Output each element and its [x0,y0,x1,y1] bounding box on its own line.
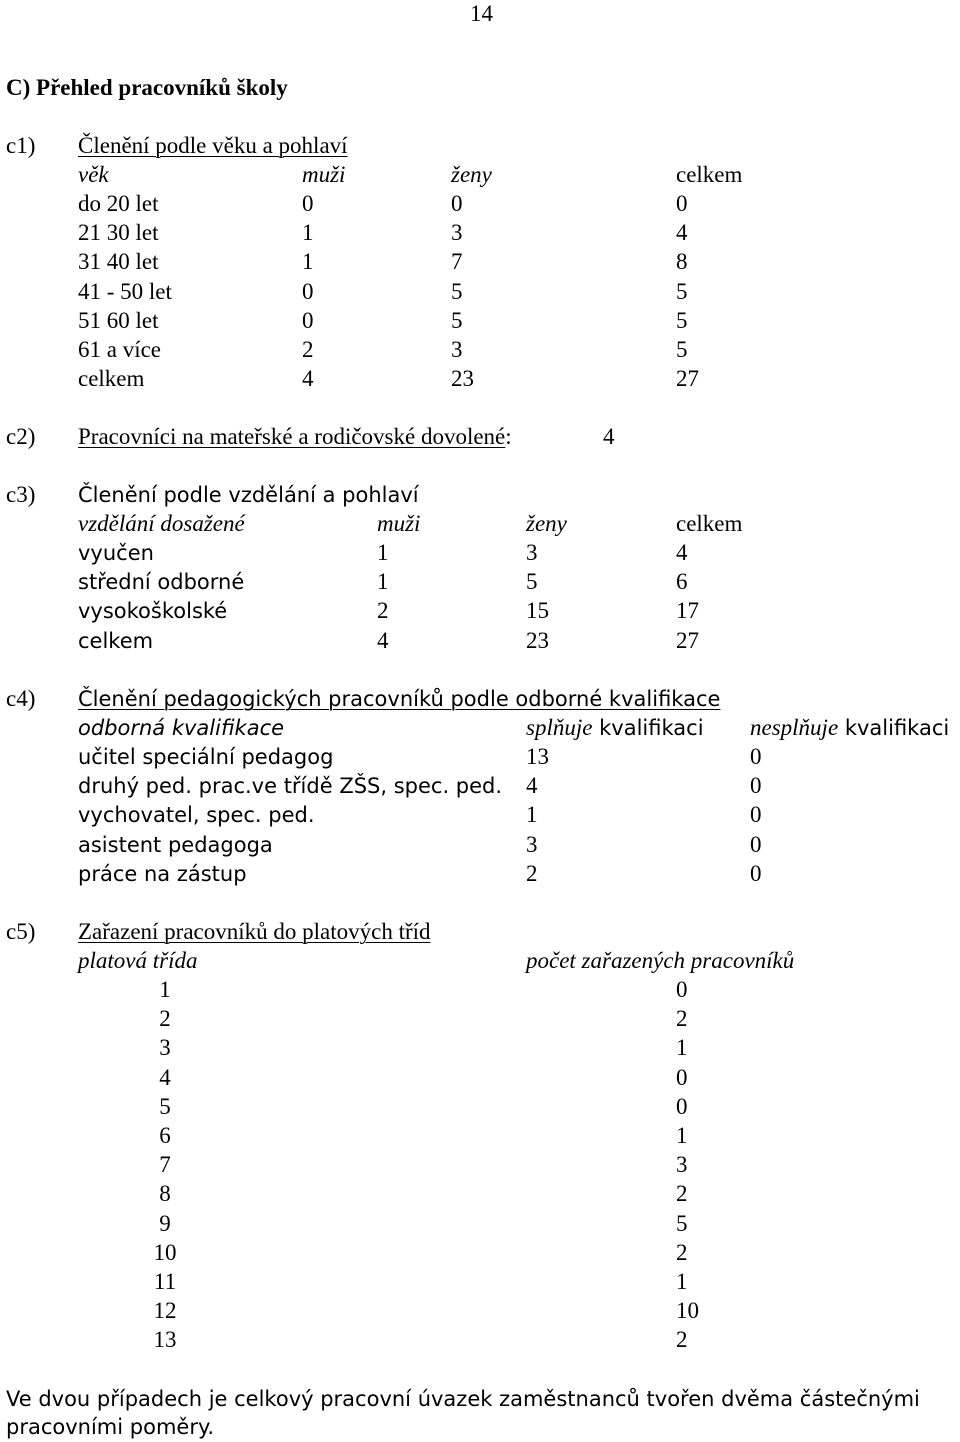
table-cell: 1 [302,249,314,275]
table-cell: 0 [302,191,314,216]
row-label: 61 a více [78,337,162,362]
section-label: c4) [6,686,36,711]
table-cell: 0 [302,307,314,333]
table-cell: 1 [526,802,538,828]
row-label: vychovatel, spec. ped. [78,803,315,828]
column-header: celkem [676,162,743,187]
row-label: celkem [78,628,154,653]
row-label: střední odborné [78,570,245,595]
salary-class: 8 [159,1181,171,1207]
section-title: Členění podle věku a pohlaví [78,133,348,158]
table-cell: 3 [526,831,538,857]
table-cell: 7 [451,249,463,275]
table-cell: 6 [676,569,688,595]
colon: : [505,424,512,449]
header-emphasis: nesplňuje [750,715,839,740]
column-header: muži [302,162,346,187]
salary-class: 7 [159,1152,171,1178]
employee-count: 5 [676,1210,688,1236]
table-cell: 4 [676,540,688,565]
row-label: vysokoškolské [78,599,228,624]
footer-note-line-2: pracovními poměry. [6,1415,215,1439]
salary-class: 3 [159,1035,171,1061]
table-cell: 3 [451,220,463,246]
table-cell: 27 [676,627,699,653]
row-label: vyučen [78,541,154,565]
table-cell: 5 [676,337,688,362]
table-cell: 1 [377,569,389,595]
salary-class: 4 [159,1064,171,1090]
section-label: c2) [6,424,36,449]
column-header: odborná kvalifikace [78,716,285,740]
salary-class: 11 [153,1269,177,1294]
section-title-row [78,423,512,451]
row-label: asistent pedagoga [78,832,273,857]
table-cell: 0 [676,191,688,216]
table-cell: 17 [676,598,699,624]
section-title: Členění podle vzdělání a pohlaví [78,483,419,507]
row-label: 41 - 50 let [78,278,172,304]
salary-class: 12 [153,1298,177,1324]
table-cell: 0 [750,831,762,857]
table-cell: 0 [750,744,762,769]
salary-class: 10 [153,1239,177,1265]
employee-count: 1 [676,1269,688,1294]
table-cell: 4 [302,366,314,392]
table-cell: 5 [451,278,463,304]
table-cell: 5 [676,307,688,333]
table-cell: 4 [377,627,389,653]
row-label: do 20 let [78,191,159,216]
page-number: 14 [470,1,493,26]
salary-class: 6 [159,1123,171,1148]
employee-count: 1 [676,1123,688,1148]
section-heading: C) Přehled pracovníků školy [6,75,288,100]
table-cell: 0 [750,773,762,799]
table-cell: 3 [526,540,538,565]
table-cell: 0 [750,860,762,886]
column-header: platová třída [78,948,198,973]
header-rest: kvalifikaci [592,716,704,740]
section-label: c5) [6,919,36,944]
salary-class: 9 [159,1210,171,1236]
column-header: věk [78,162,109,187]
header-emphasis: splňuje [526,715,593,740]
column-header: celkem [676,511,743,536]
employee-count: 0 [676,1064,688,1090]
row-label: celkem [78,366,145,392]
table-cell: 15 [526,598,549,624]
employee-count: 2 [676,1239,688,1265]
table-cell: 8 [676,249,688,275]
table-cell: 4 [526,773,538,799]
employee-count: 0 [676,1093,688,1119]
table-cell: 5 [451,307,463,333]
column-header [750,714,949,742]
employee-count: 1 [676,1035,688,1061]
table-cell: 4 [676,220,688,246]
table-cell: 1 [302,220,314,246]
section-title: Členění pedagogických pracovníků podle odborné kvalifikace [78,687,721,711]
leave-count: 4 [603,424,615,449]
table-cell: 2 [526,860,538,886]
row-label: práce na zástup [78,861,247,886]
salary-class: 13 [153,1327,177,1353]
column-header: ženy [526,511,567,536]
column-header: muži [377,511,421,536]
salary-class: 1 [159,977,171,1002]
footer-note-line-1: Ve dvou případech je celkový pracovní úvazek zaměstnanců tvořen dvěma částečnými [6,1387,920,1411]
section-label: c3) [6,482,36,507]
employee-count: 0 [676,977,688,1002]
table-cell: 5 [526,569,538,595]
row-label: učitel speciální pedagog [78,745,334,769]
column-header: vzdělání dosažené [78,511,245,536]
table-cell: 23 [451,366,474,392]
row-label: 51 60 let [78,307,159,333]
column-header: ženy [451,162,492,187]
salary-class: 5 [159,1093,171,1119]
header-rest: kvalifikaci [838,716,950,740]
column-header [526,714,704,742]
table-cell: 13 [526,744,549,769]
row-label: 31 40 let [78,249,159,275]
employee-count: 2 [676,1006,688,1032]
table-cell: 5 [676,278,688,304]
table-cell: 0 [750,802,762,828]
table-cell: 3 [451,337,463,362]
table-cell: 0 [302,278,314,304]
section-label: c1) [6,133,36,158]
employee-count: 10 [676,1298,699,1324]
employee-count: 2 [676,1327,688,1353]
table-cell: 23 [526,627,549,653]
section-title: Zařazení pracovníků do platových tříd [78,919,431,944]
employee-count: 3 [676,1152,688,1178]
table-cell: 2 [377,598,389,624]
table-cell: 1 [377,540,389,565]
row-label: 21 30 let [78,220,159,246]
table-cell: 27 [676,366,699,392]
section-title: Pracovníci na mateřské a rodičovské dovolené [78,424,506,449]
salary-class: 2 [159,1006,171,1032]
table-cell: 0 [451,191,463,216]
employee-count: 2 [676,1181,688,1207]
row-label: druhý ped. prac.ve třídě ZŠS, spec. ped. [78,774,503,799]
table-cell: 2 [302,337,314,362]
column-header: počet zařazených pracovníků [526,948,795,973]
